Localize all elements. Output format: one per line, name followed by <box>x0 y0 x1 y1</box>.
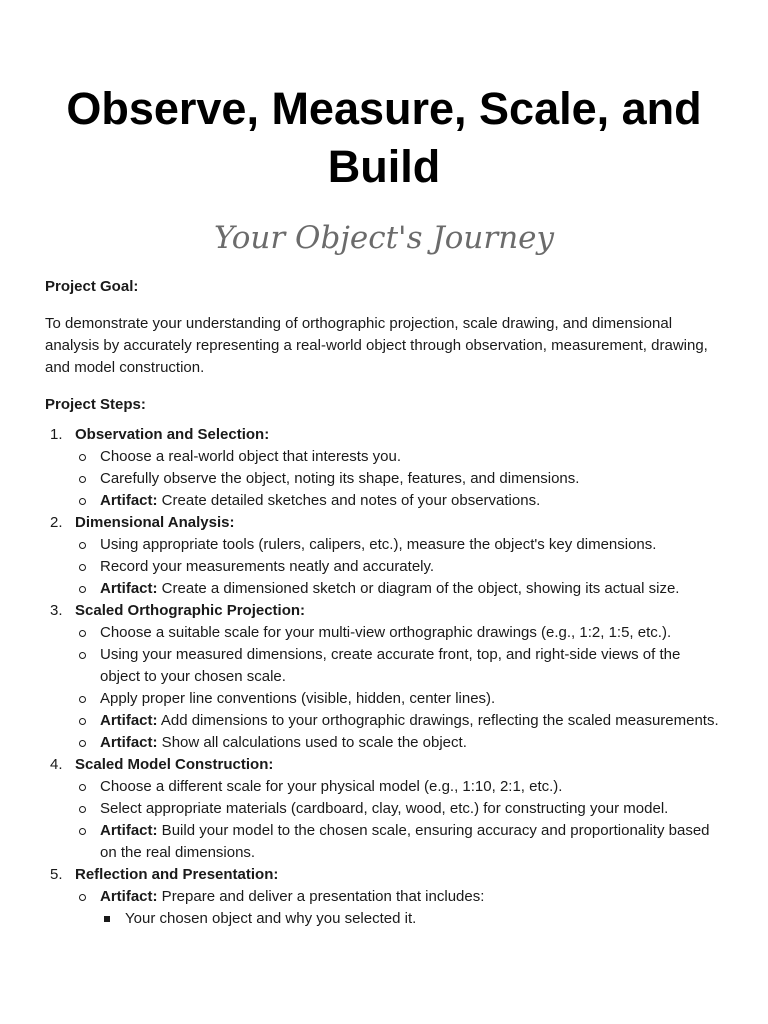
sub-item-text: Choose a suitable scale for your multi-view orthographic drawings (e.g., 1:2, 1:5, etc.). <box>100 624 672 641</box>
sub-item <box>75 490 723 512</box>
sub-item <box>75 468 723 490</box>
hollow-bullet-icon <box>79 564 86 571</box>
step-item <box>45 424 723 512</box>
step-item <box>45 512 723 600</box>
sub-item <box>75 798 723 820</box>
step-number: 2. <box>50 514 63 531</box>
step-item <box>45 600 723 754</box>
sub-item-text: Apply proper line conventions (visible, hidden, center lines). <box>100 690 496 707</box>
sub-item-text: Using appropriate tools (rulers, calipers, etc.), measure the object's key dimensions. <box>100 536 657 553</box>
sub-item-text: Prepare and deliver a presentation that includes: <box>157 888 485 905</box>
sub-item <box>75 732 723 754</box>
artifact-label: Artifact: <box>100 822 158 839</box>
sub-item <box>75 534 723 556</box>
hollow-bullet-icon <box>79 696 86 703</box>
project-steps-heading: Project Steps: <box>45 396 146 413</box>
hollow-bullet-icon <box>79 806 86 813</box>
step-sublist <box>75 534 723 600</box>
project-steps-list <box>45 424 723 930</box>
square-bullet-icon <box>104 916 110 922</box>
step-title: Reflection and Presentation: <box>75 866 279 883</box>
sub-item <box>75 644 723 688</box>
document-title: Observe, Measure, Scale, and Build <box>66 83 702 192</box>
sub-item-text: Choose a different scale for your physical model (e.g., 1:10, 2:1, etc.). <box>100 778 563 795</box>
step-number: 5. <box>50 866 63 883</box>
step-sublist <box>75 622 723 754</box>
hollow-bullet-icon <box>79 828 86 835</box>
step-title: Scaled Orthographic Projection: <box>75 602 306 619</box>
sub-item-text: Using your measured dimensions, create accurate front, top, and right-side views of the object to your chosen scale. <box>100 646 681 685</box>
step-title: Observation and Selection: <box>75 426 270 443</box>
sub-item <box>75 886 723 930</box>
step-item <box>45 754 723 864</box>
sub-item <box>75 710 723 732</box>
step-sublist <box>75 886 723 930</box>
sub-item <box>75 776 723 798</box>
artifact-label: Artifact: <box>100 734 158 751</box>
artifact-label: Artifact: <box>100 888 158 905</box>
sub-item-text: Build your model to the chosen scale, ensuring accuracy and proportionality based on the real dimensions. <box>100 822 710 861</box>
sub-item-text: Carefully observe the object, noting its shape, features, and dimensions. <box>100 470 580 487</box>
sub-item-text: Record your measurements neatly and accurately. <box>100 558 435 575</box>
nested-item-text: Your chosen object and why you selected it. <box>125 910 417 927</box>
project-goal-text: To demonstrate your understanding of orthographic projection, scale drawing, and dimensional analysis by accurately representing a real-world object through observation, measurement, drawing, and model construction. <box>45 315 708 376</box>
artifact-label: Artifact: <box>100 492 158 509</box>
hollow-bullet-icon <box>79 498 86 505</box>
step-item <box>45 864 723 930</box>
sub-item-text: Add dimensions to your orthographic drawings, reflecting the scaled measurements. <box>157 712 719 729</box>
sub-item-text: Choose a real-world object that interests you. <box>100 448 401 465</box>
nested-item <box>100 908 723 930</box>
artifact-label: Artifact: <box>100 712 158 729</box>
sub-item <box>75 556 723 578</box>
sub-item <box>75 446 723 468</box>
hollow-bullet-icon <box>79 894 86 901</box>
project-goal-heading: Project Goal: <box>45 278 139 295</box>
sub-item <box>75 622 723 644</box>
hollow-bullet-icon <box>79 586 86 593</box>
step-title: Scaled Model Construction: <box>75 756 274 773</box>
nested-sublist <box>100 908 723 930</box>
artifact-label: Artifact: <box>100 580 158 597</box>
step-sublist <box>75 776 723 864</box>
hollow-bullet-icon <box>79 652 86 659</box>
hollow-bullet-icon <box>79 630 86 637</box>
hollow-bullet-icon <box>79 454 86 461</box>
step-sublist <box>75 446 723 512</box>
hollow-bullet-icon <box>79 542 86 549</box>
sub-item-text: Create a dimensioned sketch or diagram of the object, showing its actual size. <box>157 580 680 597</box>
hollow-bullet-icon <box>79 740 86 747</box>
step-title: Dimensional Analysis: <box>75 514 235 531</box>
hollow-bullet-icon <box>79 784 86 791</box>
hollow-bullet-icon <box>79 476 86 483</box>
sub-item-text: Create detailed sketches and notes of your observations. <box>157 492 541 509</box>
hollow-bullet-icon <box>79 718 86 725</box>
sub-item-text: Show all calculations used to scale the object. <box>157 734 467 751</box>
sub-item <box>75 820 723 864</box>
step-number: 1. <box>50 426 63 443</box>
sub-item <box>75 688 723 710</box>
step-number: 3. <box>50 602 63 619</box>
step-number: 4. <box>50 756 63 773</box>
document-subtitle: Your Object's Journey <box>213 220 555 256</box>
sub-item <box>75 578 723 600</box>
sub-item-text: Select appropriate materials (cardboard, clay, wood, etc.) for constructing your model. <box>100 800 669 817</box>
